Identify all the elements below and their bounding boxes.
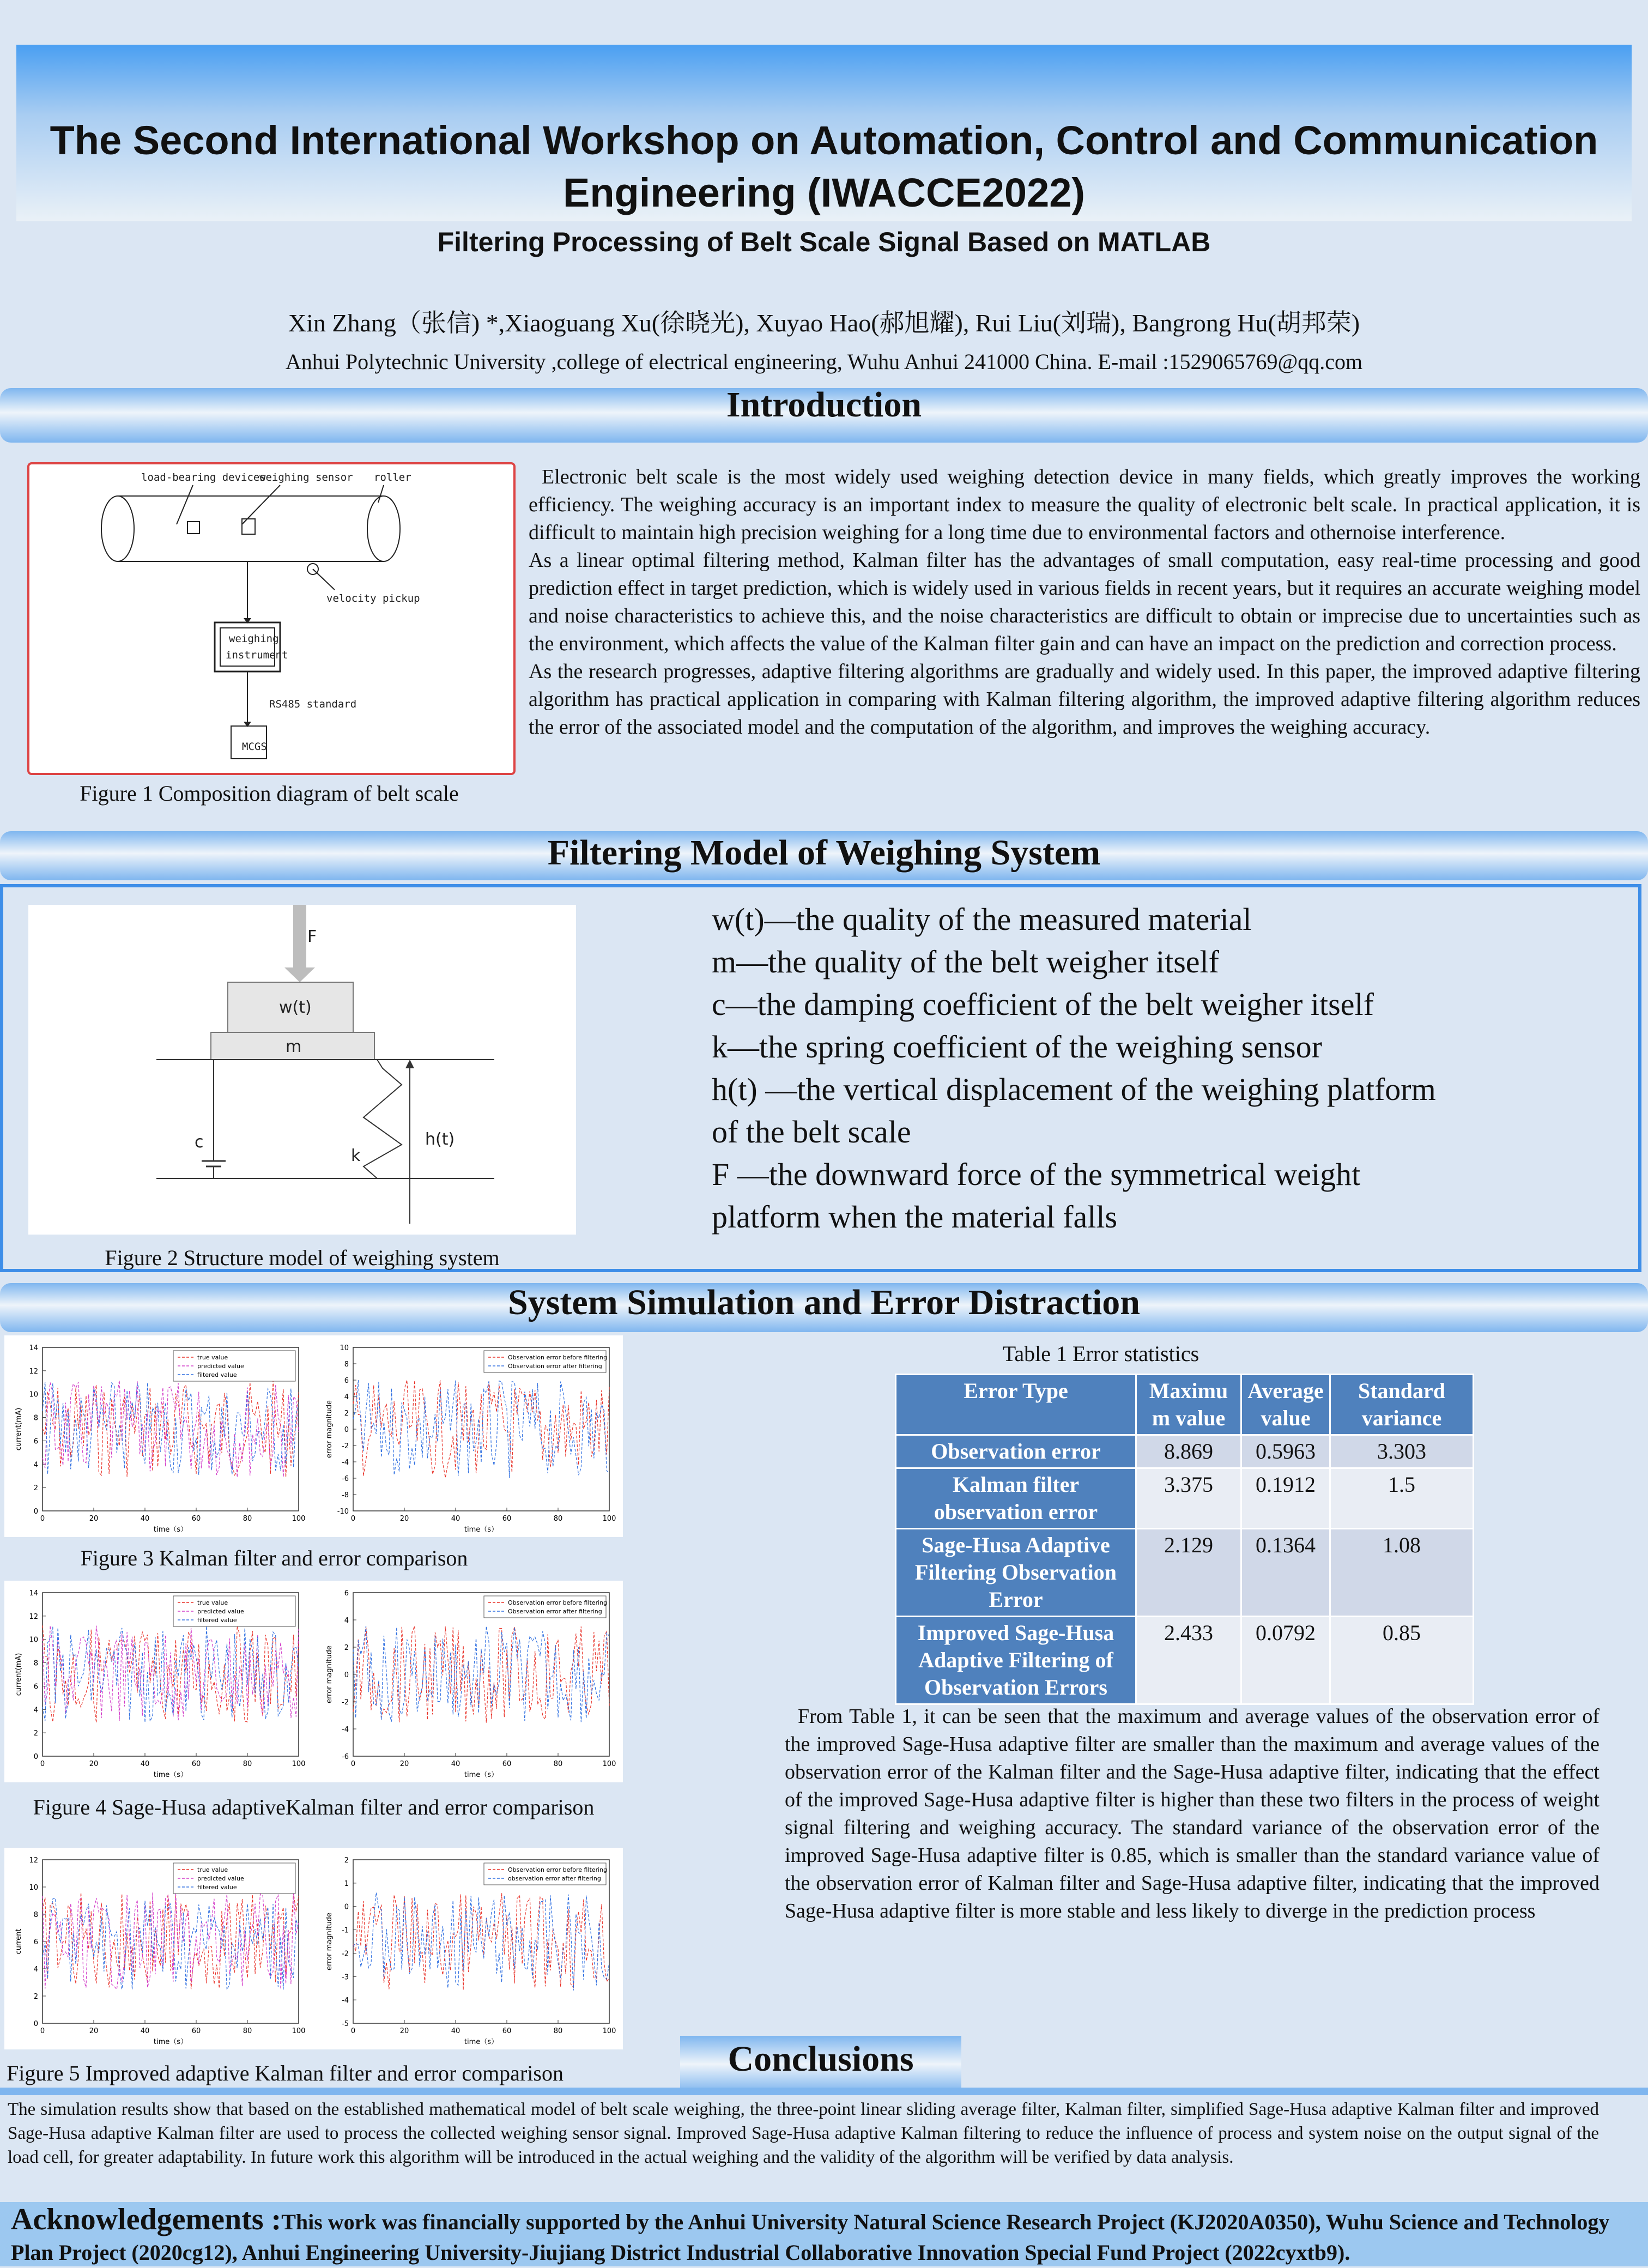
tick-label: -1 <box>342 1926 349 1935</box>
legend-entry: true value <box>197 1354 228 1361</box>
definition-c: c—the damping coefficient of the belt weigher itself <box>712 987 1374 1022</box>
tick-label: 2 <box>344 1644 349 1652</box>
tick-label: 6 <box>33 1938 38 1946</box>
arrow-icon <box>405 1060 414 1068</box>
tick-label: -4 <box>342 1997 349 2005</box>
tick-label: 20 <box>89 1515 99 1523</box>
tick-label: 0 <box>40 2027 45 2035</box>
tick-label: 80 <box>553 1515 563 1523</box>
figure2-caption: Figure 2 Structure model of weighing system <box>105 1245 500 1270</box>
tick-label: 40 <box>140 1760 150 1768</box>
tick-label: 0 <box>344 1426 349 1434</box>
definition-m: m—the quality of the belt weigher itself <box>712 944 1219 979</box>
acknowledgements <box>11 2204 1640 2268</box>
tick-label: 80 <box>243 1760 252 1768</box>
label-rs485: RS485 standard <box>269 698 357 710</box>
legend-entry: true value <box>197 1866 228 1873</box>
label-roller: roller <box>374 471 411 483</box>
tick-label: 0 <box>350 1760 356 1768</box>
legend-entry: observation error after filtering <box>508 1875 601 1882</box>
tick-label: 80 <box>243 2027 252 2035</box>
legend-entry: predicted value <box>197 1608 244 1615</box>
figure3-svg <box>4 1335 623 1537</box>
tick-label: 0 <box>344 1903 349 1912</box>
tick-label: 0 <box>33 1753 38 1761</box>
tick-label: 0 <box>33 2020 38 2028</box>
figure3-plots <box>4 1335 623 1537</box>
current-plot <box>15 1344 305 1534</box>
figure4-plots <box>4 1581 623 1782</box>
legend-entry: predicted value <box>197 1363 244 1370</box>
filtering-title: Filtering Model of Weighing System <box>547 833 1101 873</box>
tick-label: 60 <box>191 1515 201 1523</box>
axis-ylabel: current(mA) <box>15 1407 23 1451</box>
tick-label: 60 <box>502 2027 512 2035</box>
authors: Xin Zhang（张信) *,Xiaoguang Xu(徐晓光), Xuyao Hao(郝旭耀), Rui Liu(刘瑞), Bangrong Hu(胡邦荣) <box>288 309 1360 337</box>
tick-label: 6 <box>344 1589 349 1598</box>
tick-label: 20 <box>89 1760 99 1768</box>
figure5-caption: Figure 5 Improved adaptive Kalman filter and error comparison <box>7 2061 564 2085</box>
header-average: Average value <box>1241 1375 1330 1435</box>
label-ht: h(t) <box>425 1130 455 1149</box>
tick-label: -8 <box>342 1491 349 1499</box>
definition-F-cont: platform when the material falls <box>712 1199 1118 1235</box>
tick-label: 12 <box>29 1612 38 1621</box>
tick-label: 10 <box>29 1884 38 1892</box>
definition-ht-cont: of the belt scale <box>712 1114 911 1150</box>
tick-label: -2 <box>342 1442 349 1450</box>
tick-label: 100 <box>602 1760 616 1768</box>
tick-label: 100 <box>602 2027 616 2035</box>
figure4-caption: Figure 4 Sage-Husa adaptiveKalman filter and error comparison <box>33 1795 595 1819</box>
tick-label: 60 <box>191 1760 201 1768</box>
tick-label: 6 <box>344 1377 349 1385</box>
tick-label: -4 <box>342 1459 349 1467</box>
tick-label: 4 <box>33 1461 38 1469</box>
current-plot <box>15 1856 305 2046</box>
label-velocity-pickup: velocity pickup <box>326 592 420 604</box>
tick-label: 40 <box>451 1515 461 1523</box>
affiliation: Anhui Polytechnic University ,college of electrical engineering, Wuhu Anhui 241000 China. E-mail :1529065769@qq.com <box>285 349 1363 374</box>
label-weighing-sensor: weighing sensor <box>259 471 353 483</box>
tick-label: 4 <box>344 1393 349 1401</box>
tick-label: -6 <box>342 1475 349 1483</box>
tick-label: 10 <box>29 1636 38 1644</box>
header-error-type: Error Type <box>896 1375 1136 1435</box>
tick-label: 60 <box>191 2027 201 2035</box>
tick-label: 6 <box>33 1437 38 1446</box>
header-std: Standard variance <box>1330 1375 1474 1435</box>
tick-label: 2 <box>33 1729 38 1738</box>
error-statistics-table <box>895 1374 1474 1705</box>
header-maximum: Maximu m value <box>1136 1375 1241 1435</box>
tick-label: 0 <box>40 1515 45 1523</box>
introduction-text <box>529 463 1640 741</box>
tick-label: 60 <box>502 1760 512 1768</box>
legend-entry: predicted value <box>197 1875 244 1882</box>
tick-label: 12 <box>29 1367 38 1376</box>
variable-definitions <box>712 898 1627 1238</box>
axis-xlabel: time（s） <box>153 1771 188 1779</box>
divider <box>0 2088 1648 2095</box>
label-F: F <box>307 927 317 946</box>
label-k: k <box>351 1146 361 1165</box>
figure5-plots <box>4 1848 623 2049</box>
conclusions-text: The simulation results show that based on the established mathematical model of belt scale weighing, the three-point linear sliding average filter, Kalman filter, simplified Sage-Husa adaptive Kalman filter and improved Sage-Husa adaptive Kalman filter are used to process the collected weighing sensor signal. Improved Sage-Husa adaptive Kalman filtering to reduce the influence of process and system noise on the output signal of the load cell, for greater adaptability. In future work this algorithm will be introduced in the actual weighing and the validity of the algorithm will be verified by data analysis. <box>8 2100 1599 2167</box>
tick-label: 60 <box>502 1515 512 1523</box>
legend-entry: Observation error after filtering <box>508 1363 602 1370</box>
tick-label: 12 <box>29 1856 38 1865</box>
force-arrow-icon <box>284 967 315 982</box>
table1-caption: Table 1 Error statistics <box>1002 1341 1199 1366</box>
tick-label: 14 <box>29 1344 38 1352</box>
weighing-structure-diagram <box>28 905 576 1235</box>
label-mcgs: MCGS <box>242 741 267 753</box>
analysis-text: From Table 1, it can be seen that the maximum and average values of the observation error of the improved Sage-Husa adaptive filter are smaller than the maximum and average values of the observation error of the Kalman filter and the Sage-Husa adaptive filter, indicating that the effect of the improved Sage-Husa adaptive filter is higher than these two filters in the process of weight signal filtering and weighing accuracy. The standard variance of the observation error of the improved Sage-Husa adaptive filter is 0.85, which is smaller than the standard variance value of the observation error of Kalman filter and Sage-Husa adaptive filter, indicating that the improved Sage-Husa adaptive filter is more stable and less likely to diverge in the prediction process <box>785 1705 1599 1922</box>
tick-label: 2 <box>33 1993 38 2001</box>
tick-label: -2 <box>342 1950 349 1958</box>
label-wt: w(t) <box>279 998 312 1017</box>
tick-label: -10 <box>337 1508 349 1516</box>
tick-label: 0 <box>350 2027 356 2035</box>
tick-label: 100 <box>292 1760 306 1768</box>
simulation-title: System Simulation and Error Distraction <box>508 1283 1140 1322</box>
legend-entry: true value <box>197 1599 228 1606</box>
label-m: m <box>286 1037 302 1056</box>
legend-entry: filtered value <box>197 1371 237 1378</box>
tick-label: 4 <box>33 1706 38 1715</box>
tick-label: 2 <box>344 1410 349 1418</box>
definition-wt: w(t)—the quality of the measured material <box>712 902 1252 937</box>
figure2-image <box>28 905 576 1235</box>
definition-ht: h(t) —the vertical displacement of the weighing platform <box>712 1072 1436 1107</box>
tick-label: -4 <box>342 1726 349 1734</box>
tick-label: 4 <box>344 1617 349 1625</box>
axis-xlabel: time（s） <box>464 1771 499 1779</box>
tick-label: 0 <box>33 1508 38 1516</box>
legend-entry: filtered value <box>197 1617 237 1624</box>
tick-label: -5 <box>342 2020 349 2028</box>
label-instrument-2: instrument <box>226 649 288 661</box>
tick-label: 40 <box>451 1760 461 1768</box>
introduction-title: Introduction <box>726 385 922 425</box>
tick-label: 20 <box>399 1515 409 1523</box>
tick-label: 10 <box>340 1344 349 1352</box>
tick-label: 80 <box>553 2027 563 2035</box>
tick-label: 14 <box>29 1589 38 1598</box>
tick-label: 20 <box>89 2027 99 2035</box>
tick-label: 100 <box>292 1515 306 1523</box>
tick-label: 40 <box>140 2027 150 2035</box>
figure3-caption: Figure 3 Kalman filter and error comparison <box>80 1546 468 1570</box>
tick-label: -6 <box>342 1753 349 1761</box>
tick-label: 80 <box>553 1760 563 1768</box>
belt-scale-diagram <box>29 464 513 773</box>
table-row: Sage-Husa Adaptive Filtering Observation Error 2.129 0.1364 1.08 <box>896 1529 1474 1617</box>
axis-ylabel: error magnitude <box>325 1400 334 1458</box>
tick-label: 8 <box>33 1911 38 1919</box>
tick-label: 6 <box>33 1683 38 1691</box>
tick-label: 40 <box>451 2027 461 2035</box>
tick-label: 100 <box>602 1515 616 1523</box>
axis-xlabel: time（s） <box>464 2038 499 2046</box>
tick-label: 0 <box>40 1760 45 1768</box>
tick-label: -2 <box>342 1698 349 1707</box>
tick-label: 0 <box>350 1515 356 1523</box>
tick-label: 0 <box>344 1671 349 1679</box>
figure5-svg <box>4 1848 623 2049</box>
legend-entry: Observation error before filtering <box>508 1866 608 1873</box>
tick-label: 10 <box>29 1390 38 1399</box>
error-plot <box>325 1344 616 1534</box>
axis-ylabel: current <box>15 1928 23 1955</box>
tick-label: 8 <box>344 1360 349 1369</box>
conclusions-title: Conclusions <box>728 2039 914 2079</box>
legend-entry: Observation error before filtering <box>508 1354 608 1361</box>
paper-title: Filtering Processing of Belt Scale Signal Based on MATLAB <box>437 227 1211 257</box>
axis-xlabel: time（s） <box>153 2038 188 2046</box>
intro-paragraph-2: As a linear optimal filtering method, Kalman filter has the advantages of small computation, easy real-time processing and good prediction effect in target prediction, which is widely used in various fields in recent years, but it requires an accurate weighing model and noise characteristics to achieve this, and the noise characteristics are difficult to obtain or imprecise due to uncertainties such as the environment, which affects the value of the Kalman filter gain and can have an impact on the prediction and correction process. <box>529 549 1640 655</box>
tick-label: 1 <box>344 1879 349 1888</box>
tick-label: 80 <box>243 1515 252 1523</box>
tick-label: 8 <box>33 1659 38 1668</box>
intro-paragraph-3: As the research progresses, adaptive filtering algorithms are gradually and widely used. In this paper, the improved adaptive filtering algorithm has practical application in comparing with Kalman filtering algorithm, the improved adaptive filtering algorithm reduces the error of the associated model and the computation of the algorithm, and improves the weighing accuracy. <box>529 660 1640 739</box>
definition-F: F —the downward force of the symmetrical weight <box>712 1157 1361 1192</box>
label-load-bearing: load-bearing devices <box>141 471 266 483</box>
table-row: Kalman filter observation error 3.375 0.1912 1.5 <box>896 1468 1474 1529</box>
axis-ylabel: error magnitude <box>325 1646 334 1703</box>
tick-label: 4 <box>33 1965 38 1974</box>
figure1-caption: Figure 1 Composition diagram of belt scale <box>80 781 459 806</box>
tick-label: 20 <box>399 1760 409 1768</box>
label-c: c <box>195 1133 204 1152</box>
legend-entry: filtered value <box>197 1884 237 1891</box>
error-plot <box>325 1856 616 2046</box>
error-plot <box>325 1589 616 1779</box>
axis-ylabel: current(mA) <box>15 1653 23 1696</box>
legend-entry: Observation error before filtering <box>508 1599 608 1606</box>
table-row: Observation error 8.869 0.5963 3.303 <box>896 1435 1474 1468</box>
definition-k: k—the spring coefficient of the weighing sensor <box>712 1029 1322 1065</box>
intro-paragraph-1: Electronic belt scale is the most widely used weighing detection device in many fields, which greatly improves the working efficiency. The weighing accuracy is an important index to measure the quality of electronic belt scale. In practical application, it is difficult to maintain high precision weighing for a long time due to environmental factors and othernoise interference. <box>529 465 1640 544</box>
figure4-svg <box>4 1581 623 1782</box>
tick-label: 2 <box>33 1484 38 1493</box>
current-plot <box>15 1589 305 1779</box>
legend-entry: Observation error after filtering <box>508 1608 602 1615</box>
acknowledgements-title: Acknowledgements : <box>11 2203 282 2236</box>
tick-label: 100 <box>292 2027 306 2035</box>
axis-ylabel: error magnitude <box>325 1913 334 1970</box>
tick-label: -3 <box>342 1973 349 1982</box>
acknowledgements-text: This work was financially supported by the Anhui University Natural Science Research Project (KJ2020A0350), Wuhu Science and Technology Plan Project (2020cg12), Anhui Engineering University-Jiujiang District Industrial Collaborative Innovation Special Fund Project (2022cyxtb9). <box>11 2210 1610 2265</box>
tick-label: 2 <box>344 1856 349 1865</box>
tick-label: 8 <box>33 1414 38 1423</box>
figure1-image <box>27 462 516 775</box>
axis-xlabel: time（s） <box>153 1526 188 1534</box>
table-row: Improved Sage-Husa Adaptive Filtering of Observation Errors 2.433 0.0792 0.85 <box>896 1617 1474 1704</box>
tick-label: 40 <box>140 1515 150 1523</box>
conference-title: The Second International Workshop on Automation, Control and Communication Engineering (IWACCE2022) <box>50 118 1598 215</box>
label-instrument-1: weighing <box>229 633 279 645</box>
axis-xlabel: time（s） <box>464 1526 499 1534</box>
tick-label: 20 <box>399 2027 409 2035</box>
